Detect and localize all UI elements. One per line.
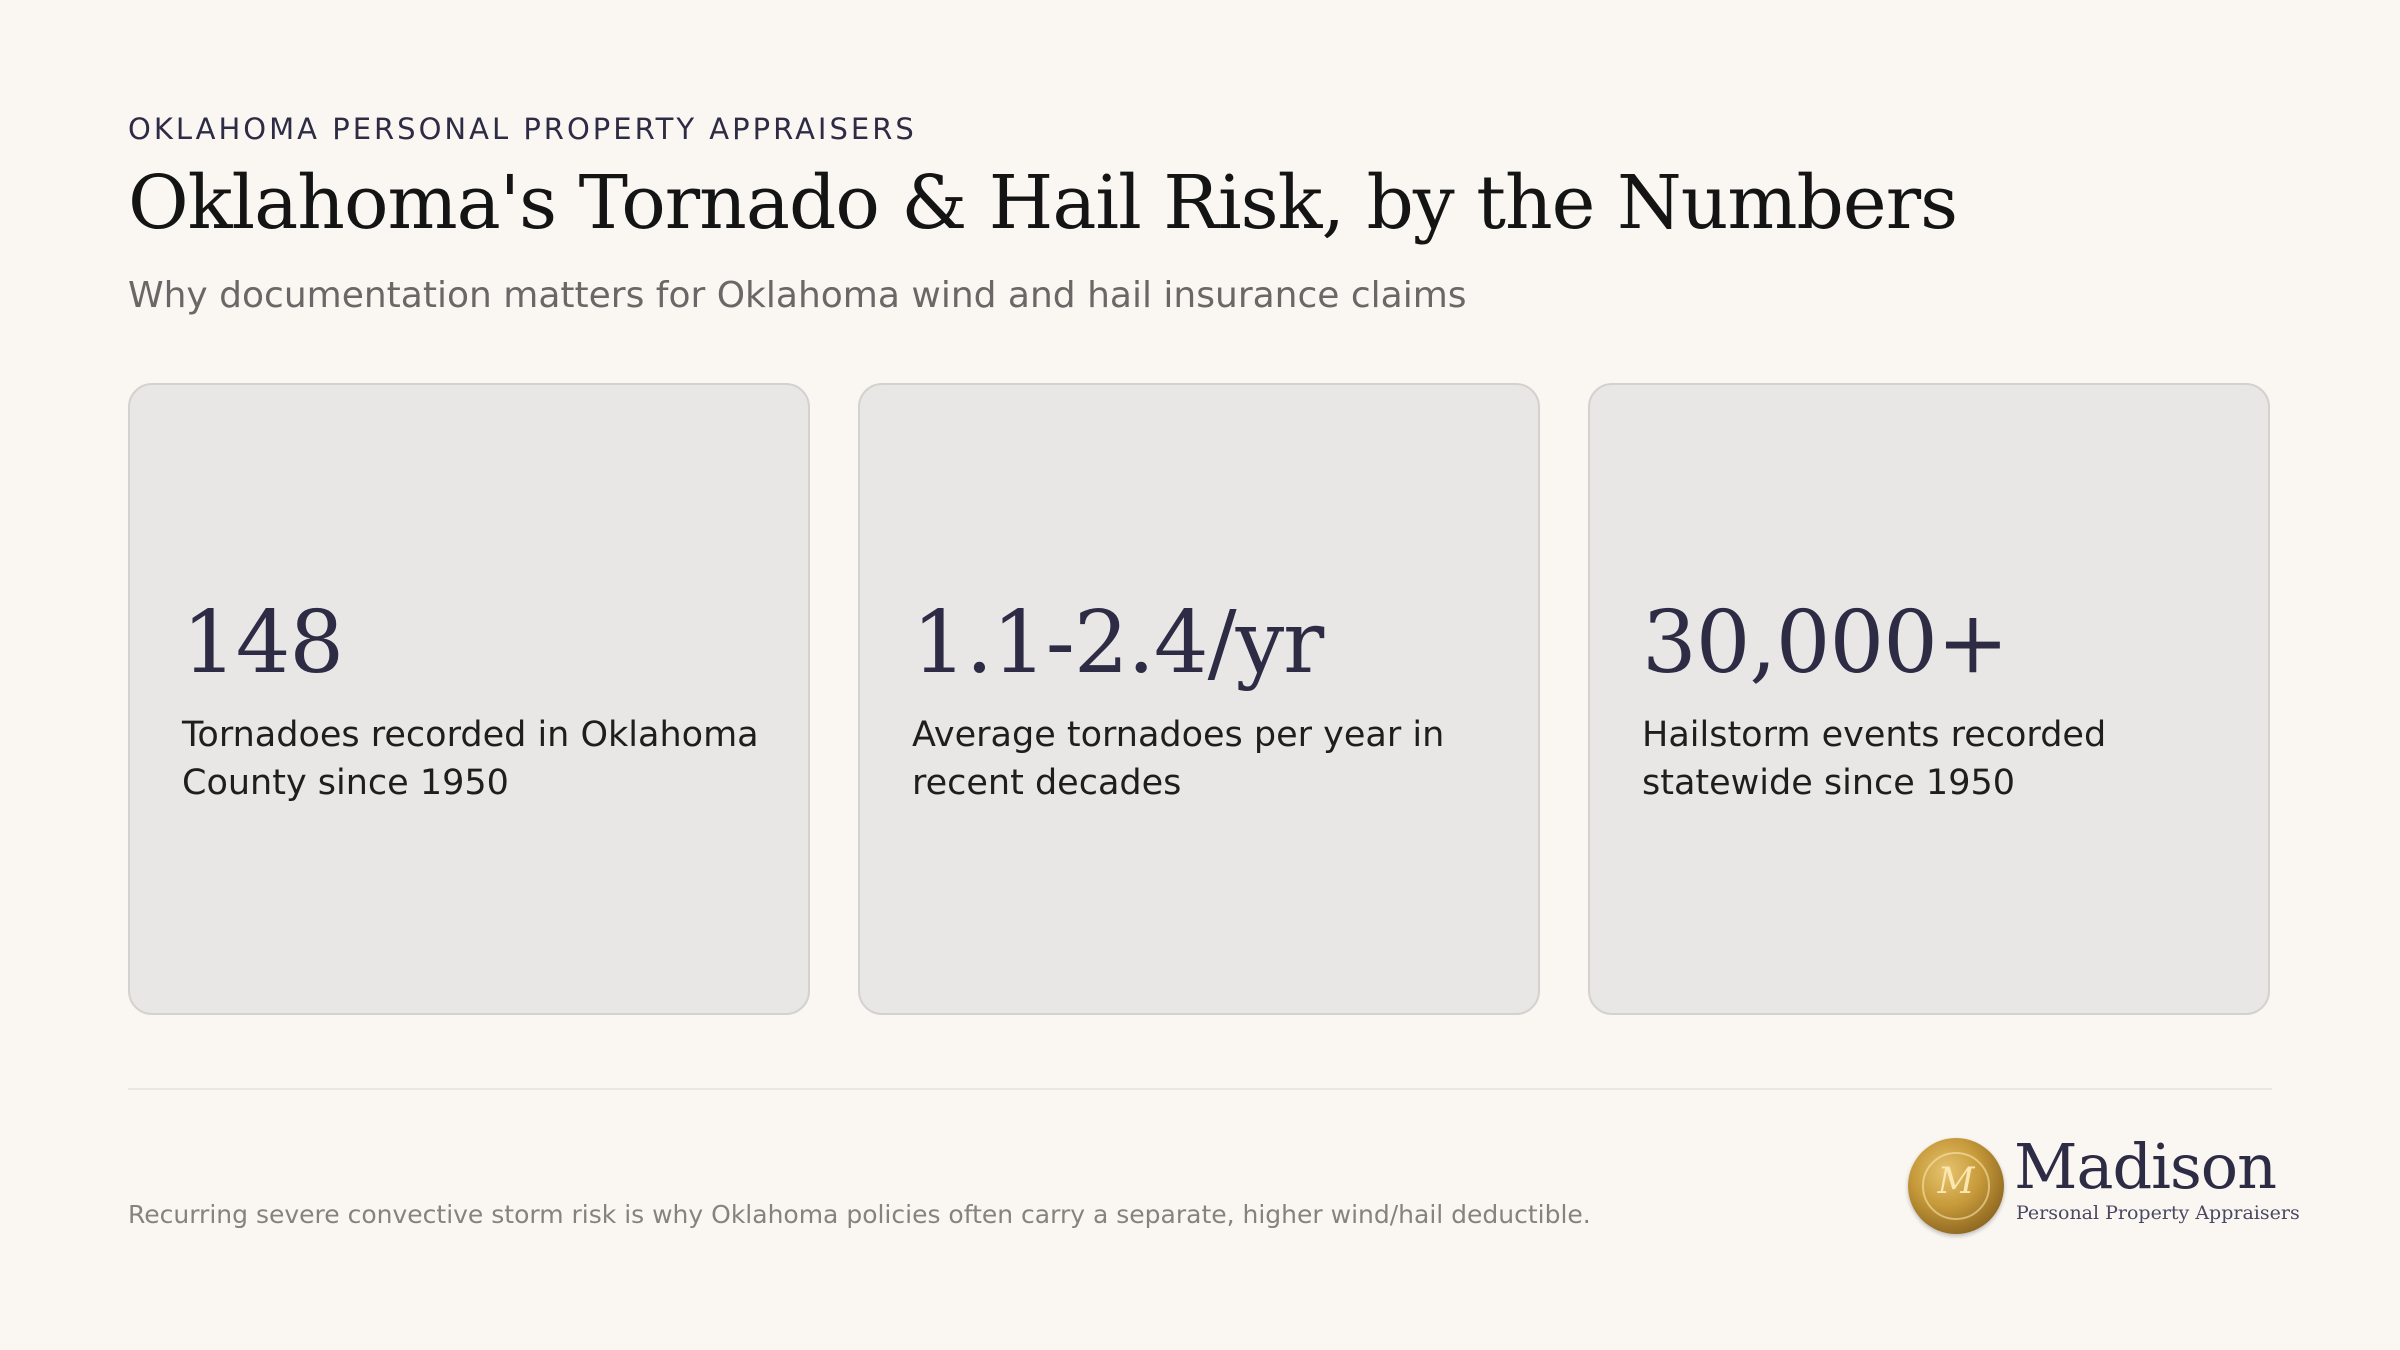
brand-logo — [1908, 1130, 2300, 1234]
stat-value: 1.1-2.4/yr — [912, 593, 1324, 693]
page-title: Oklahoma's Tornado & Hail Risk, by the Numbers — [128, 160, 1958, 246]
stat-label: Hailstorm events recorded statewide since 1950 — [1642, 715, 2107, 803]
stat-label: Tornadoes recorded in Oklahoma County since 1950 — [182, 715, 759, 803]
footer-divider — [128, 1088, 2272, 1090]
footnote: Recurring severe convective storm risk is why Oklahoma policies often carry a separate, higher wind/hail deductible. — [128, 1200, 1591, 1229]
stat-value: 148 — [182, 593, 344, 693]
stat-card-oklahoma-county-tornadoes — [128, 383, 810, 1015]
brand-name: Madison — [2014, 1130, 2277, 1203]
page-subtitle: Why documentation matters for Oklahoma wind and hail insurance claims — [128, 275, 1467, 316]
eyebrow-label: OKLAHOMA PERSONAL PROPERTY APPRAISERS — [128, 112, 917, 146]
brand-tagline: Personal Property Appraisers — [2016, 1202, 2300, 1224]
seal-monogram: M — [1937, 1161, 1975, 1202]
stat-label: Average tornadoes per year in recent decades — [912, 715, 1445, 803]
stat-card-average-tornadoes-per-year — [858, 383, 1540, 1015]
stat-card-hailstorm-events — [1588, 383, 2270, 1015]
stat-value: 30,000+ — [1642, 593, 2008, 693]
